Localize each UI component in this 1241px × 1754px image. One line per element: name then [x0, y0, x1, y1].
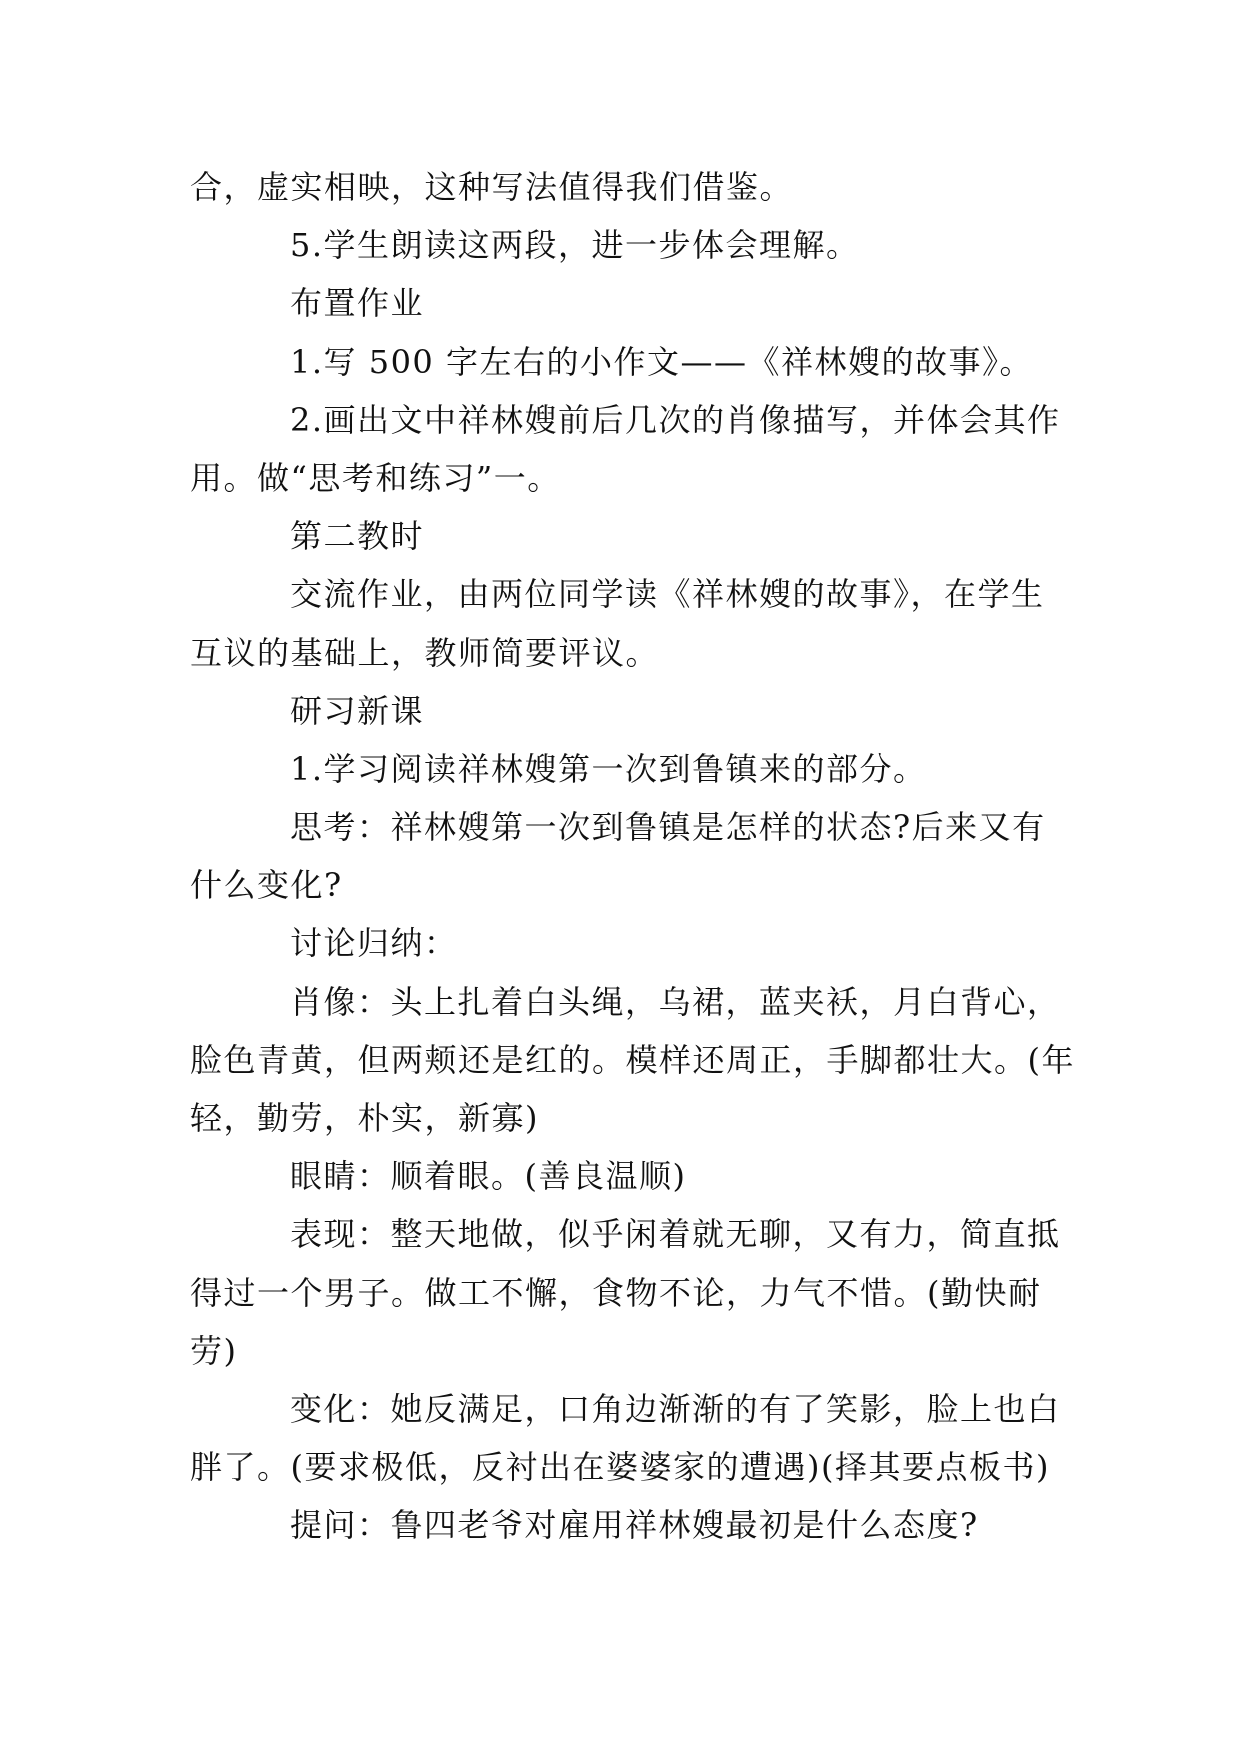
section-heading: 布置作业	[290, 284, 425, 323]
text-line: 变化：她反满足，口角边渐渐的有了笑影，脸上也白	[290, 1389, 1061, 1428]
text-line: 轻，勤劳，朴实，新寡)	[190, 1099, 539, 1137]
text-line: 互议的基础上，教师简要评议。	[190, 633, 660, 672]
text-line: 肖像：头上扎着白头绳，乌裙，蓝夹袄，月白背心，	[290, 982, 1061, 1021]
text-line: 思考：祥林嫂第一次到鲁镇是怎样的状态?后来又有	[290, 808, 1046, 847]
section-heading: 研习新课	[290, 691, 425, 730]
text-line: 表现：整天地做，似乎闲着就无聊，又有力，简直抵	[290, 1215, 1061, 1254]
text-line: 1.学习阅读祥林嫂第一次到鲁镇来的部分。	[290, 749, 927, 788]
text-line: 用。做“思考和练习”一。	[190, 458, 561, 497]
text-line: 1.写 500 字左右的小作文——《祥林嫂的故事》。	[290, 342, 1033, 381]
section-heading: 第二教时	[290, 517, 425, 556]
text-line: 5.学生朗读这两段，进一步体会理解。	[290, 226, 860, 265]
text-line: 提问：鲁四老爷对雇用祥林嫂最初是什么态度?	[290, 1506, 979, 1545]
text-line: 劳)	[190, 1331, 238, 1370]
text-line: 合，虚实相映，这种写法值得我们借鉴。	[190, 168, 794, 206]
text-line: 讨论归纳：	[290, 924, 458, 963]
document-body	[190, 158, 1075, 1555]
text-line: 眼睛：顺着眼。(善良温顺)	[290, 1157, 687, 1196]
text-line: 2.画出文中祥林嫂前后几次的肖像描写，并体会其作	[290, 400, 1061, 439]
text-line: 交流作业，由两位同学读《祥林嫂的故事》，在学生	[290, 575, 1045, 614]
text-line: 得过一个男子。做工不懈，食物不论，力气不惜。(勤快耐	[190, 1273, 1042, 1312]
text-line: 胖了。(要求极低，反衬出在婆婆家的遭遇)(择其要点板书)	[190, 1448, 1050, 1487]
text-line: 脸色青黄，但两颊还是红的。模样还周正，手脚都壮大。(年	[190, 1040, 1075, 1079]
text-line: 什么变化?	[190, 866, 343, 905]
